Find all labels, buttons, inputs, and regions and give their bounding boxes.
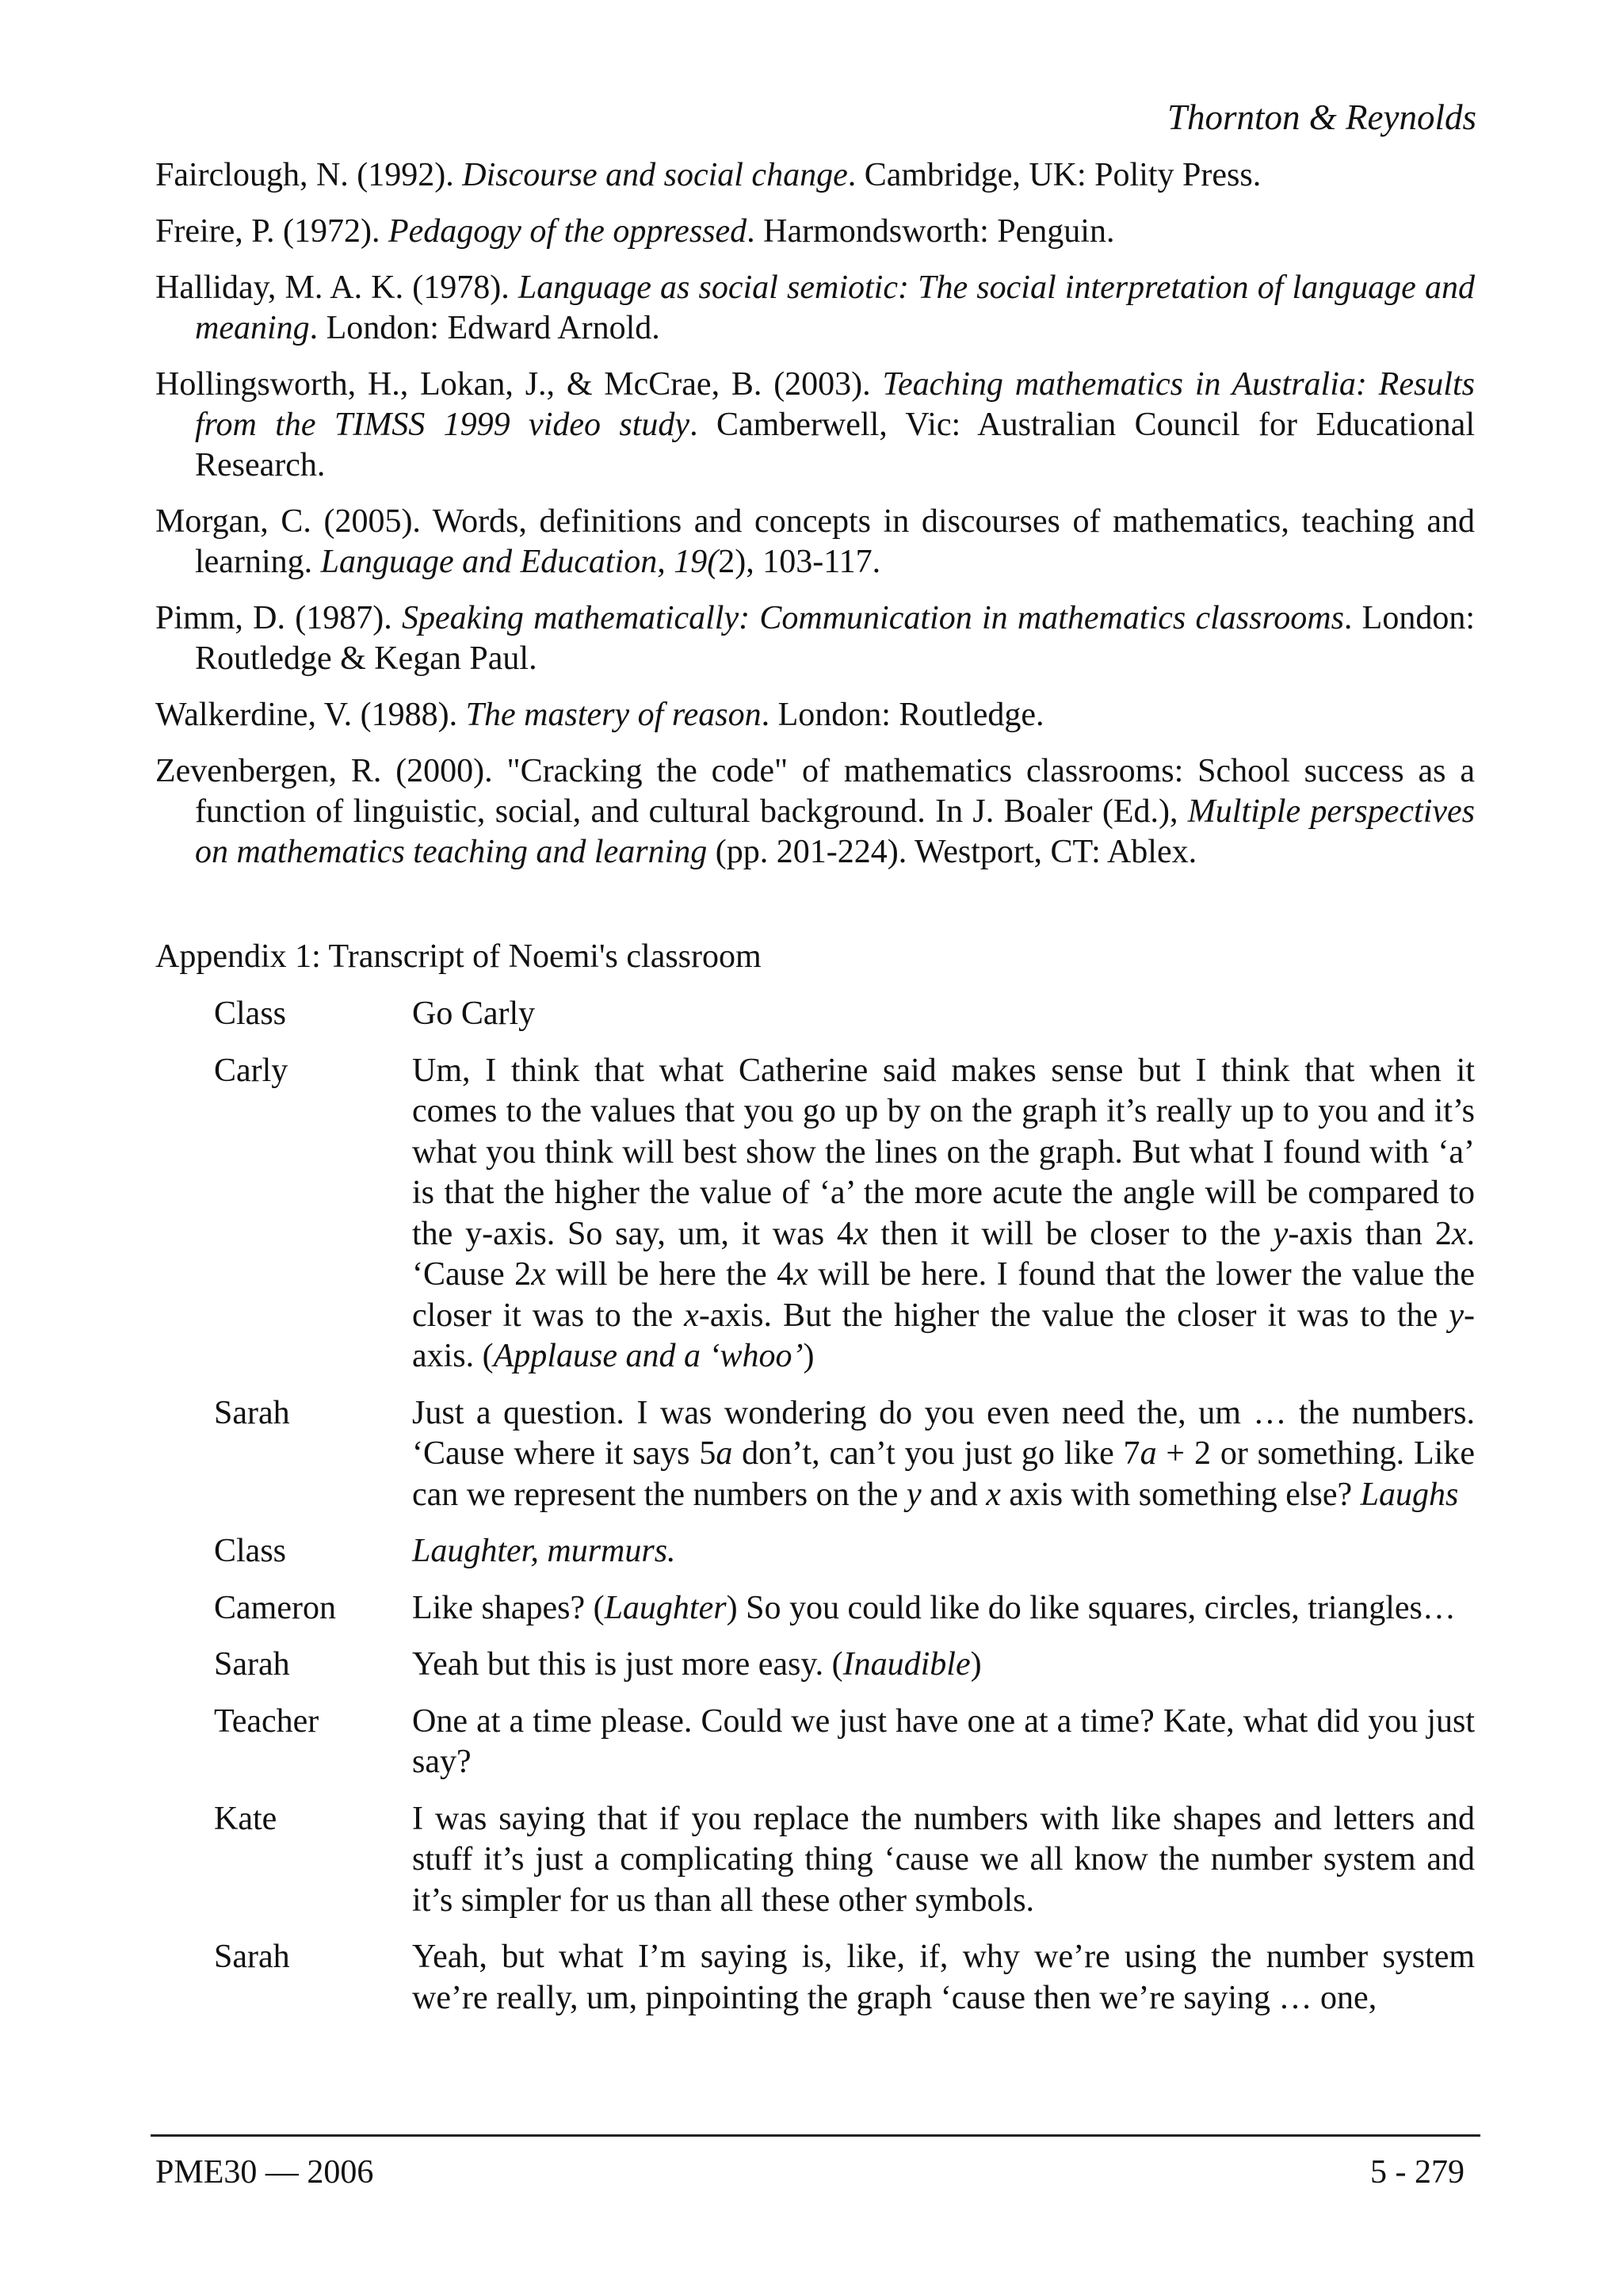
- transcript-turn: [214, 1799, 1475, 1922]
- reference-title: Multiple perspectives on mathematics teaching and learning: [195, 793, 1475, 870]
- reference-title: Language as social semiotic: The social interpretation of language and meaning: [195, 269, 1475, 346]
- utterance-italic: y: [906, 1476, 922, 1513]
- utterance: [412, 1937, 1475, 2019]
- utterance-italic: x: [986, 1476, 1001, 1513]
- utterance-italic: Applause and a ‘whoo’: [493, 1338, 804, 1374]
- footer-page-number: 5 - 279: [1370, 2154, 1465, 2191]
- utterance-text: Just a question. I was wondering do you even need the, um … the numbers. ‘Cause where it says 5: [412, 1394, 1475, 1472]
- transcript-turn: [214, 1702, 1475, 1783]
- speaker-name: Sarah: [214, 1646, 290, 1683]
- utterance: [412, 1702, 1475, 1783]
- transcript: [214, 994, 1475, 2034]
- transcript-turn: [214, 994, 1475, 1035]
- utterance-text: ): [970, 1646, 982, 1683]
- utterance-text: One at a time please. Could we just have one at a time? Kate, what did you just say?: [412, 1702, 1475, 1780]
- speaker-name: Sarah: [214, 1394, 290, 1431]
- reference-text: Pimm, D. (1987).: [155, 600, 402, 636]
- utterance-text: will be here. I found that the lower the value the closer it was to the: [412, 1256, 1476, 1334]
- transcript-turn: [214, 1588, 1475, 1629]
- utterance-italic: Inaudible: [842, 1646, 971, 1683]
- reference-text: Hollingsworth, H., Lokan, J., & McCrae, B. (2003).: [155, 366, 883, 403]
- appendix-heading: Appendix 1: Transcript of Noemi's classroom: [155, 938, 762, 975]
- utterance-text: Go Carly: [412, 995, 536, 1032]
- utterance-text: will be here the 4: [545, 1256, 794, 1293]
- reference-title: Speaking mathematically: Communication in mathematics classrooms: [401, 600, 1344, 636]
- utterance-text: -axis. But the higher the value the closer it was to the: [698, 1297, 1449, 1334]
- utterance-italic: x: [793, 1256, 808, 1293]
- speaker-name: Teacher: [214, 1702, 319, 1740]
- reference-text: Morgan, C. (2005). Words, definitions and concepts in discourses of mathematics, teaching and learning.: [155, 503, 1475, 580]
- speaker-name: Carly: [214, 1052, 288, 1089]
- speaker-name: Cameron: [214, 1589, 336, 1626]
- utterance-italic: y: [1273, 1215, 1289, 1252]
- utterance: [412, 1531, 1475, 1572]
- running-head: Thornton & Reynolds: [1167, 97, 1476, 137]
- transcript-turn: [214, 1531, 1475, 1572]
- footer-rule: [151, 2134, 1480, 2137]
- utterance: [412, 1645, 1475, 1686]
- speaker-name: Class: [214, 1533, 287, 1569]
- utterance: [412, 1588, 1475, 1629]
- utterance-text: ) So you could like do like squares, circles, triangles…: [726, 1589, 1456, 1626]
- utterance-italic: Laughter, murmurs.: [412, 1533, 676, 1569]
- utterance-text: -axis. (: [412, 1297, 1475, 1374]
- transcript-turn: [214, 1393, 1475, 1516]
- utterance-italic: a: [1140, 1435, 1157, 1472]
- reference-text: . London: Routledge.: [761, 697, 1044, 733]
- utterance-text: and: [921, 1476, 987, 1513]
- utterance-text: . ‘Cause 2: [412, 1215, 1475, 1293]
- reference-text: Fairclough, N. (1992).: [155, 157, 463, 193]
- utterance-text: don’t, can’t you just go like 7: [732, 1435, 1140, 1472]
- reference-text: . London: Routledge & Kegan Paul.: [195, 600, 1476, 677]
- reference-entry: [155, 365, 1475, 486]
- reference-entry: [155, 268, 1475, 349]
- utterance-text: + 2 or something. Like can we represent the numbers on the: [412, 1435, 1475, 1513]
- reference-text: 2), 103-117.: [718, 544, 881, 580]
- utterance-italic: x: [684, 1297, 699, 1334]
- reference-text: Freire, P. (1972).: [155, 213, 388, 250]
- reference-title: Language and Education, 19(: [320, 544, 719, 580]
- transcript-turn: [214, 1937, 1475, 2019]
- transcript-turn: [214, 1645, 1475, 1686]
- reference-text: Zevenbergen, R. (2000). "Cracking the code" of mathematics classrooms: School success as a function of linguistic, social, and cultural background. In J. Boaler (Ed.),: [155, 753, 1475, 830]
- speaker-name: Class: [214, 995, 287, 1032]
- reference-entry: [155, 598, 1475, 679]
- utterance-text: ): [803, 1338, 815, 1374]
- reference-text: Halliday, M. A. K. (1978).: [155, 269, 518, 306]
- footer-conference: PME30 — 2006: [155, 2154, 374, 2191]
- utterance-text: -axis than 2: [1288, 1215, 1452, 1252]
- speaker-name: Kate: [214, 1800, 277, 1837]
- reference-title: The mastery of reason: [465, 697, 762, 733]
- utterance: [412, 1799, 1475, 1922]
- reference-text: . Harmondsworth: Penguin.: [747, 213, 1115, 250]
- utterance-text: then it will be closer to the: [868, 1215, 1274, 1252]
- utterance: [412, 994, 1475, 1035]
- reference-entry: [155, 751, 1475, 873]
- reference-text: (pp. 201-224). Westport, CT: Ablex.: [707, 834, 1197, 870]
- utterance-text: Um, I think that what Catherine said makes sense but I think that when it comes to the values that you go up by on the graph it’s really up to you and it’s what you think will best show the lines on the graph. But what I found with ‘a’ is that the higher the value of ‘a’ the more acute the angle will be compared to the y-axis. So say, um, it was 4: [412, 1052, 1475, 1252]
- utterance-text: I was saying that if you replace the numbers with like shapes and letters and stuff it’s just a complicating thing ‘cause we all know the number system and it’s simpler for us than all these other symbols.: [412, 1800, 1475, 1919]
- utterance-italic: y: [1449, 1297, 1464, 1334]
- utterance-italic: x: [531, 1256, 546, 1293]
- utterance-text: Yeah but this is just more easy. (: [412, 1646, 843, 1683]
- reference-text: . London: Edward Arnold.: [309, 310, 660, 346]
- utterance-text: Yeah, but what I’m saying is, like, if, why we’re using the number system we’re really, um, pinpointing the graph ‘cause then we’re saying … one,: [412, 1939, 1475, 2016]
- utterance-italic: Laughter: [604, 1589, 727, 1626]
- utterance-italic: x: [853, 1215, 869, 1252]
- reference-entry: [155, 695, 1475, 735]
- utterance-italic: Laughs: [1360, 1476, 1459, 1513]
- utterance-italic: x: [1451, 1215, 1467, 1252]
- reference-entry: [155, 155, 1475, 196]
- reference-text: . Cambridge, UK: Polity Press.: [847, 157, 1262, 193]
- reference-text: Walkerdine, V. (1988).: [155, 697, 466, 733]
- reference-list: [155, 155, 1475, 888]
- reference-entry: [155, 212, 1475, 252]
- utterance-text: Like shapes? (: [412, 1589, 605, 1626]
- reference-title: Teaching mathematics in Australia: Results from the TIMSS 1999 video study: [195, 366, 1475, 443]
- transcript-turn: [214, 1051, 1475, 1377]
- utterance: [412, 1393, 1475, 1516]
- reference-title: Discourse and social change: [462, 157, 848, 193]
- reference-entry: [155, 502, 1475, 583]
- speaker-name: Sarah: [214, 1939, 290, 1975]
- reference-title: Pedagogy of the oppressed: [388, 213, 747, 250]
- utterance: [412, 1051, 1475, 1377]
- utterance-italic: a: [716, 1435, 733, 1472]
- utterance-text: axis with something else?: [1000, 1476, 1361, 1513]
- reference-text: . Camberwell, Vic: Australian Council for Educational Research.: [195, 407, 1475, 483]
